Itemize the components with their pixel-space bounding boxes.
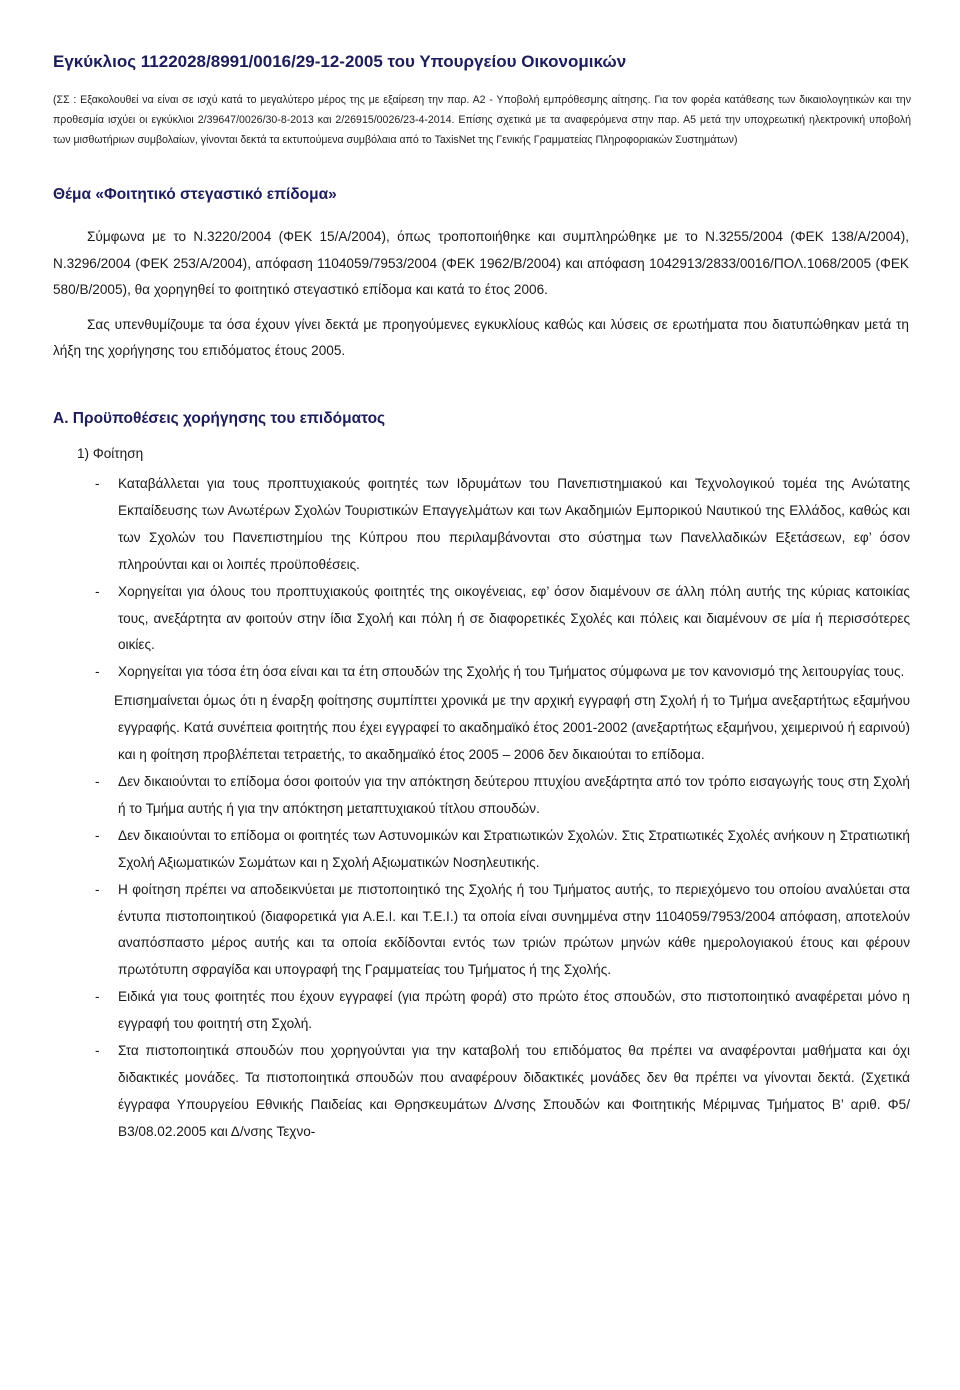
bullet-dash: -: [95, 881, 100, 897]
intro-paragraph-2: Σας υπενθυμίζουμε τα όσα έχουν γίνει δεκτά με προηγούμενες εγκυκλίους καθώς και λύσεις σε ερωτήματα που διατυπώθηκαν μετά τη λήξη της χορήγησης του επιδόματος έτους 2005.: [53, 316, 909, 359]
list-item: [95, 1038, 910, 1146]
bullet-dash: -: [95, 583, 100, 599]
list-item-text: Καταβάλλεται για τους προπτυχιακούς φοιτητές των Ιδρυμάτων του Πανεπιστημιακού και Τεχνολογικού τομέα της Ανώτατης Εκπαίδευσης των Ανωτέρων Σχολών Τουριστικών Επαγγελμάτων και των Ακαδημιών Εμπορικού Ναυτικού της Ελλάδος, καθώς και των Σχολών του Πανεπιστημίου της Κύπρου που περιλαμβάνονται στο σύστημα των Πανελλαδικών Εξετάσεων, εφ’ όσον πληρούνται και οι λοιπές προϋποθέσεις.: [118, 476, 910, 572]
list-item: [95, 823, 910, 877]
list-item: [95, 579, 910, 660]
section-a-heading: Α. Προϋποθέσεις χορήγησης του επιδόματος: [53, 410, 386, 427]
list-item: [95, 877, 910, 985]
list-item-text: Η φοίτηση πρέπει να αποδεικνύεται με πιστοποιητικό της Σχολής ή του Τμήματος αυτής, το περιεχόμενο του οποίου αναλύεται στα έντυπα πιστοποιητικού (διαφορετικά για Α.Ε.Ι. και Τ.Ε.Ι.) τα οποία είναι συνημμένα στην 1104059/7953/2004 απόφαση, αποτελούν αναπόσπαστο μέρος αυτής και τα οποία εκδίδονται εντός των τριών πρώτων μηνών κάθε ημερολογιακού έτους και φέρουν πρωτότυπη σφραγίδα και υπογραφή της Γραμματείας του Τμήματος ή της Σχολής.: [118, 881, 910, 978]
list-item-note: Επισημαίνεται όμως ότι η έναρξη φοίτησης συμπίπτει χρονικά με την αρχική εγγραφή στη Σχολή ή το Τμήμα ανεξαρτήτως εξαμήνου εγγραφής. Κατά συνέπεια φοιτητής που έχει εγγραφεί το ακαδημαϊκό έτος 2001-2002 (ανεξαρτήτως εξαμήνου, χειμερινού ή εαρινού) και η φοίτηση προβλέπεται τετραετής, το ακαδημαϊκό έτος 2005 – 2006 δεν δικαιούται το επίδομα.: [114, 693, 910, 763]
list-item-text: Δεν δικαιούνται το επίδομα οι φοιτητές των Αστυνομικών και Στρατιωτικών Σχολών. Στις Στρατιωτικές Σχολές ανήκουν η Στρατιωτική Σχολή Αξιωματικών Σωμάτων και η Σχολή Αξιωματικών Νοσηλευτικής.: [118, 827, 910, 870]
editorial-note: (ΣΣ : Εξακολουθεί να είναι σε ισχύ κατά το μεγαλύτερο μέρος της με εξαίρεση την παρ. Α2 - Υποβολή εμπρόθεσμης αίτησης. Για τον φορέα κατάθεσης των δικαιολογητικών και την προθεσμία ισχύει οι εγκύκλιοι 2/39647/0026/30-8-2013 και 2/26915/0026/23-4-2014. Επίσης σχετικά με τα αναφερόμενα στην παρ. Α5 μετά την υποχρεωτική ηλεκτρονική υποβολή των μισθωτήριων συμβολαίων, γίνονται δεκτά τα εκτυπούμενα συμβόλαια από το TaxisNet της Γενικής Γραμματείας Πληροφοριακών Συστημάτων): [53, 94, 911, 146]
list-item-text: Στα πιστοποιητικά σπουδών που χορηγούνται για την καταβολή του επιδόματος θα πρέπει να αναφέρονται μαθήματα και όχι διδακτικές μονάδες. Τα πιστοποιητικά σπουδών που αναφέρουν διδακτικές μονάδες δεν θα πρέπει να γίνονται δεκτά. (Σχετικά έγγραφα Υπουργείου Εθνικής Παιδείας και Θρησκευμάτων Δ/νσης Σπουδών και Φοιτητικής Μέριμνας Τμήματος Β’ αριθ. Φ5/Β3/08.02.2005 και Δ/νσης Τεχνο-: [118, 1043, 910, 1139]
requirements-list: [95, 471, 910, 1146]
list-item-text: Χορηγείται για τόσα έτη όσα είναι και τα έτη σπουδών της Σχολής ή του Τμήματος σύμφωνα με τον κανονισμό της λειτουργίας τους.: [118, 664, 905, 680]
subject-heading: Θέμα «Φοιτητικό στεγαστικό επίδομα»: [53, 186, 337, 203]
subsection-heading: 1) Φοίτηση: [77, 446, 144, 461]
list-item: [95, 984, 910, 1038]
bullet-dash: -: [95, 476, 100, 491]
bullet-dash: -: [95, 1043, 100, 1059]
list-item-text: Χορηγείται για όλους του προπτυχιακούς φοιτητές της οικογένειας, εφ’ όσον διαμένουν σε άλλη πόλη αυτής της κύριας κατοικίας τους, ανεξάρτητα αν φοιτούν στην ίδια Σχολή και πόλη ή σε διαφορετικές Σχολές και πόλεις και διαμένουν σε μία ή περισσότερες οικίες.: [118, 583, 910, 653]
intro-text: [53, 224, 909, 365]
bullet-dash: -: [95, 989, 100, 1005]
document-title: Εγκύκλιος 1122028/8991/0016/29-12-2005 του Υπουργείου Οικονομικών: [53, 52, 627, 71]
list-item-text: Δεν δικαιούνται το επίδομα όσοι φοιτούν για την απόκτηση δεύτερου πτυχίου ανεξάρτητα από τον τρόπο εισαγωγής τους στη Σχολή ή το Τμήμα αυτής ή για την απόκτηση μεταπτυχιακού τίτλου σπουδών.: [118, 773, 910, 816]
list-item-text: Ειδικά για τους φοιτητές που έχουν εγγραφεί (για πρώτη φορά) στο πρώτο έτος σπουδών, στο πιστοποιητικό αναφέρεται μόνο η εγγραφή του φοιτητή στη Σχολή.: [118, 989, 910, 1032]
bullet-dash: -: [95, 664, 100, 680]
list-item: [95, 659, 910, 769]
list-item: [95, 769, 910, 823]
bullet-dash: -: [95, 773, 100, 789]
list-item: [95, 471, 910, 579]
bullet-dash: -: [95, 827, 100, 843]
intro-paragraph-1: Σύμφωνα με το Ν.3220/2004 (ΦΕΚ 15/Α/2004), όπως τροποποιήθηκε και συμπληρώθηκε με το Ν.3255/2004 (ΦΕΚ 138/Α/2004), Ν.3296/2004 (ΦΕΚ 253/Α/2004), απόφαση 1104059/7953/2004 (ΦΕΚ 1962/Β/2004) και απόφαση 1042913/2833/0016/ΠΟΛ.1068/2005 (ΦΕΚ 580/Β/2005), θα χορηγηθεί το φοιτητικό στεγαστικό επίδομα και κατά το έτος 2006.: [53, 229, 909, 298]
